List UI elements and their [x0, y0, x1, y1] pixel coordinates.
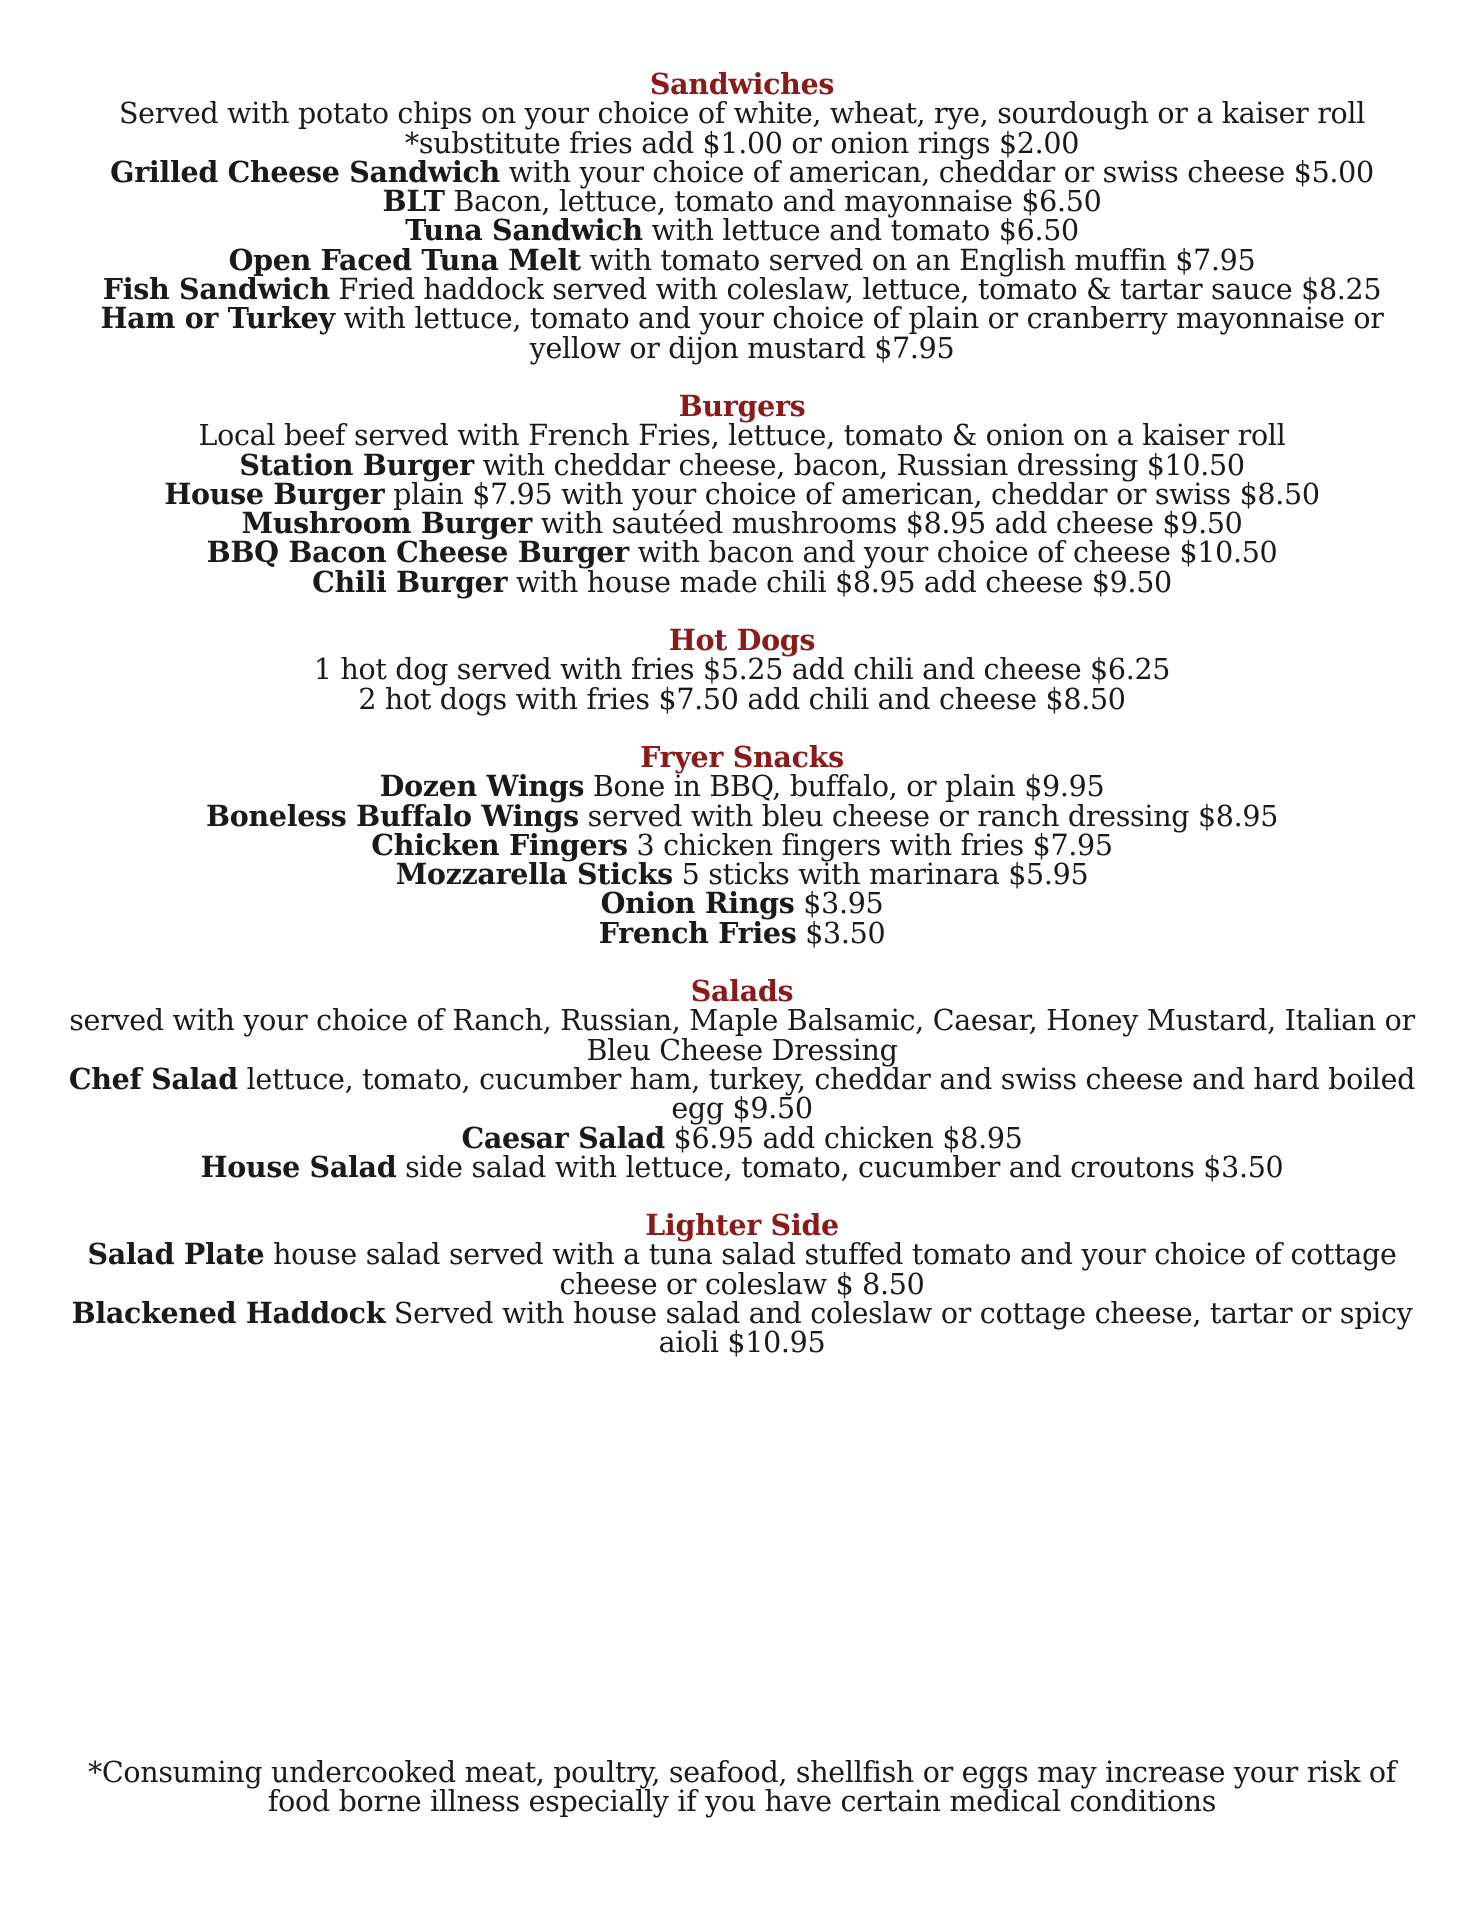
menu-item-desc: plain $7.95 with your choice of american, cheddar or swiss $8.50: [384, 477, 1320, 511]
menu-item: [60, 1120, 1424, 1155]
menu-item: [60, 447, 1424, 482]
menu-item-desc: $3.50: [796, 916, 886, 950]
menu-item-name: Onion Rings: [600, 886, 795, 921]
menu-item-name: Grilled Cheese Sandwich: [110, 154, 500, 189]
menu-item-name: French Fries: [598, 915, 797, 950]
menu-item-name: Ham or Turkey: [100, 301, 335, 336]
menu-item: [60, 1295, 1424, 1360]
menu-item-desc: Bone in BBQ, buffalo, or plain $9.95: [584, 770, 1105, 804]
menu-item-name: Dozen Wings: [379, 769, 585, 804]
menu-item-name: Tuna Sandwich: [405, 213, 643, 248]
menu-item: [60, 827, 1424, 862]
section-hot-dogs: [60, 623, 1424, 716]
section-salads: [60, 974, 1424, 1184]
menu-item-name: House Salad: [200, 1149, 397, 1184]
menu-item-name: Salad Plate: [87, 1237, 265, 1272]
section-intro-note: *substitute fries add $1.00 or onion rings $2.00: [404, 126, 1080, 160]
menu-item: [60, 301, 1424, 365]
menu-item-desc: $6.95 add chicken $8.95: [664, 1121, 1023, 1155]
menu-item-desc: Fried haddock served with coleslaw, lettuce, tomato & tartar sauce $8.25: [329, 273, 1382, 307]
menu-item: [60, 506, 1424, 541]
menu-item-desc: with lettuce, tomato and your choice of plain or cranberry mayonnaise or yellow or dijon mustard $7.95: [334, 302, 1384, 365]
menu-item: [60, 535, 1424, 570]
menu-item-name: Mozzarella Sticks: [395, 857, 673, 892]
menu-item-name: Mushroom Burger: [241, 506, 533, 541]
menu-item: [60, 1149, 1424, 1184]
section-intro: 1 hot dog served with fries $5.25 add chili and cheese $6.25: [313, 653, 1171, 687]
menu-item-name: Open Faced Tuna Melt: [228, 242, 581, 277]
menu-item-desc: with sautéed mushrooms $8.95 add cheese $9.50: [532, 507, 1243, 541]
section-burgers: [60, 388, 1424, 599]
section-fryer-snacks: [60, 739, 1424, 950]
section-title: Burgers: [678, 388, 806, 423]
section-intro: 2 hot dogs with fries $7.50 add chili and cheese $8.50: [358, 682, 1126, 716]
menu-item-desc: with tomato served on an English muffin $7.95: [580, 243, 1256, 277]
menu-item: [60, 154, 1424, 189]
menu-item-desc: $3.95: [794, 887, 884, 921]
menu-item: [60, 242, 1424, 277]
menu-item-name: Fish Sandwich: [102, 272, 330, 307]
menu-item-desc: with bacon and your choice of cheese $10.50: [628, 536, 1278, 570]
section-title: Lighter Side: [645, 1208, 839, 1243]
menu-page: [60, 67, 1424, 1387]
food-safety-disclaimer: *Consuming undercooked meat, poultry, seafood, shellfish or eggs may increase your risk of food borne illness especially if you have certain medical conditions: [87, 1756, 1397, 1819]
menu-item-desc: side salad with lettuce, tomato, cucumber and croutons $3.50: [396, 1150, 1284, 1184]
menu-item-desc: with lettuce and tomato $6.50: [642, 214, 1079, 248]
menu-item-desc: Served with house salad and coleslaw or cottage cheese, tartar or spicy aioli $10.95: [385, 1296, 1413, 1360]
menu-item: [60, 798, 1424, 833]
menu-item-desc: lettuce, tomato, cucumber ham, turkey, cheddar and swiss cheese and hard boiled egg $9.50: [237, 1062, 1416, 1126]
menu-item: [60, 272, 1424, 307]
menu-item-name: Chili Burger: [312, 564, 508, 599]
section-sandwiches: [60, 67, 1424, 365]
section-intro: Served with potato chips on your choice of white, wheat, rye, sourdough or a kaiser roll: [118, 97, 1366, 131]
menu-item-name: BBQ Bacon Cheese Burger: [206, 535, 629, 570]
menu-item-desc: with your choice of american, cheddar or swiss cheese $5.00: [499, 155, 1374, 189]
menu-item-name: BLT: [382, 184, 445, 219]
section-title: Salads: [690, 974, 794, 1009]
menu-item-desc: 3 chicken fingers with fries $7.95: [627, 828, 1113, 862]
menu-item-name: Chicken Fingers: [371, 827, 628, 862]
section-title: Fryer Snacks: [640, 739, 844, 774]
menu-item-desc: served with bleu cheese or ranch dressing $8.95: [578, 799, 1279, 833]
section-lighter-side: [60, 1208, 1424, 1360]
menu-item-name: Blackened Haddock: [71, 1295, 386, 1330]
menu-item-desc: 5 sticks with marinara $5.95: [672, 858, 1089, 892]
menu-item: [60, 857, 1424, 892]
menu-item: [60, 1061, 1424, 1126]
menu-item-name: Chef Salad: [68, 1061, 238, 1096]
menu-item-desc: with cheddar cheese, bacon, Russian dressing $10.50: [473, 448, 1245, 482]
menu-item-desc: with house made chili $8.95 add cheese $9.50: [507, 565, 1172, 599]
menu-item: [60, 184, 1424, 219]
menu-item: [60, 769, 1424, 804]
menu-item-name: Station Burger: [239, 447, 474, 482]
menu-item: [60, 213, 1424, 248]
menu-item-name: Caesar Salad: [461, 1120, 665, 1155]
menu-item: [60, 1237, 1424, 1301]
menu-item: [60, 564, 1424, 599]
menu-item-name: Boneless Buffalo Wings: [205, 798, 579, 833]
section-intro: served with your choice of Ranch, Russian, Maple Balsamic, Caesar, Honey Mustard, Italian or Bleu Cheese Dressing: [69, 1004, 1415, 1067]
menu-item-name: House Burger: [164, 476, 385, 511]
menu-item: [60, 915, 1424, 950]
section-intro: Local beef served with French Fries, lettuce, tomato & onion on a kaiser roll: [198, 419, 1286, 453]
menu-item-desc: house salad served with a tuna salad stuffed tomato and your choice of cottage cheese or coleslaw $ 8.50: [264, 1238, 1397, 1301]
section-title: Hot Dogs: [668, 623, 816, 658]
menu-item: [60, 476, 1424, 511]
menu-item-desc: Bacon, lettuce, tomato and mayonnaise $6.50: [444, 185, 1102, 219]
menu-item: [60, 886, 1424, 921]
section-title: Sandwiches: [649, 67, 835, 101]
